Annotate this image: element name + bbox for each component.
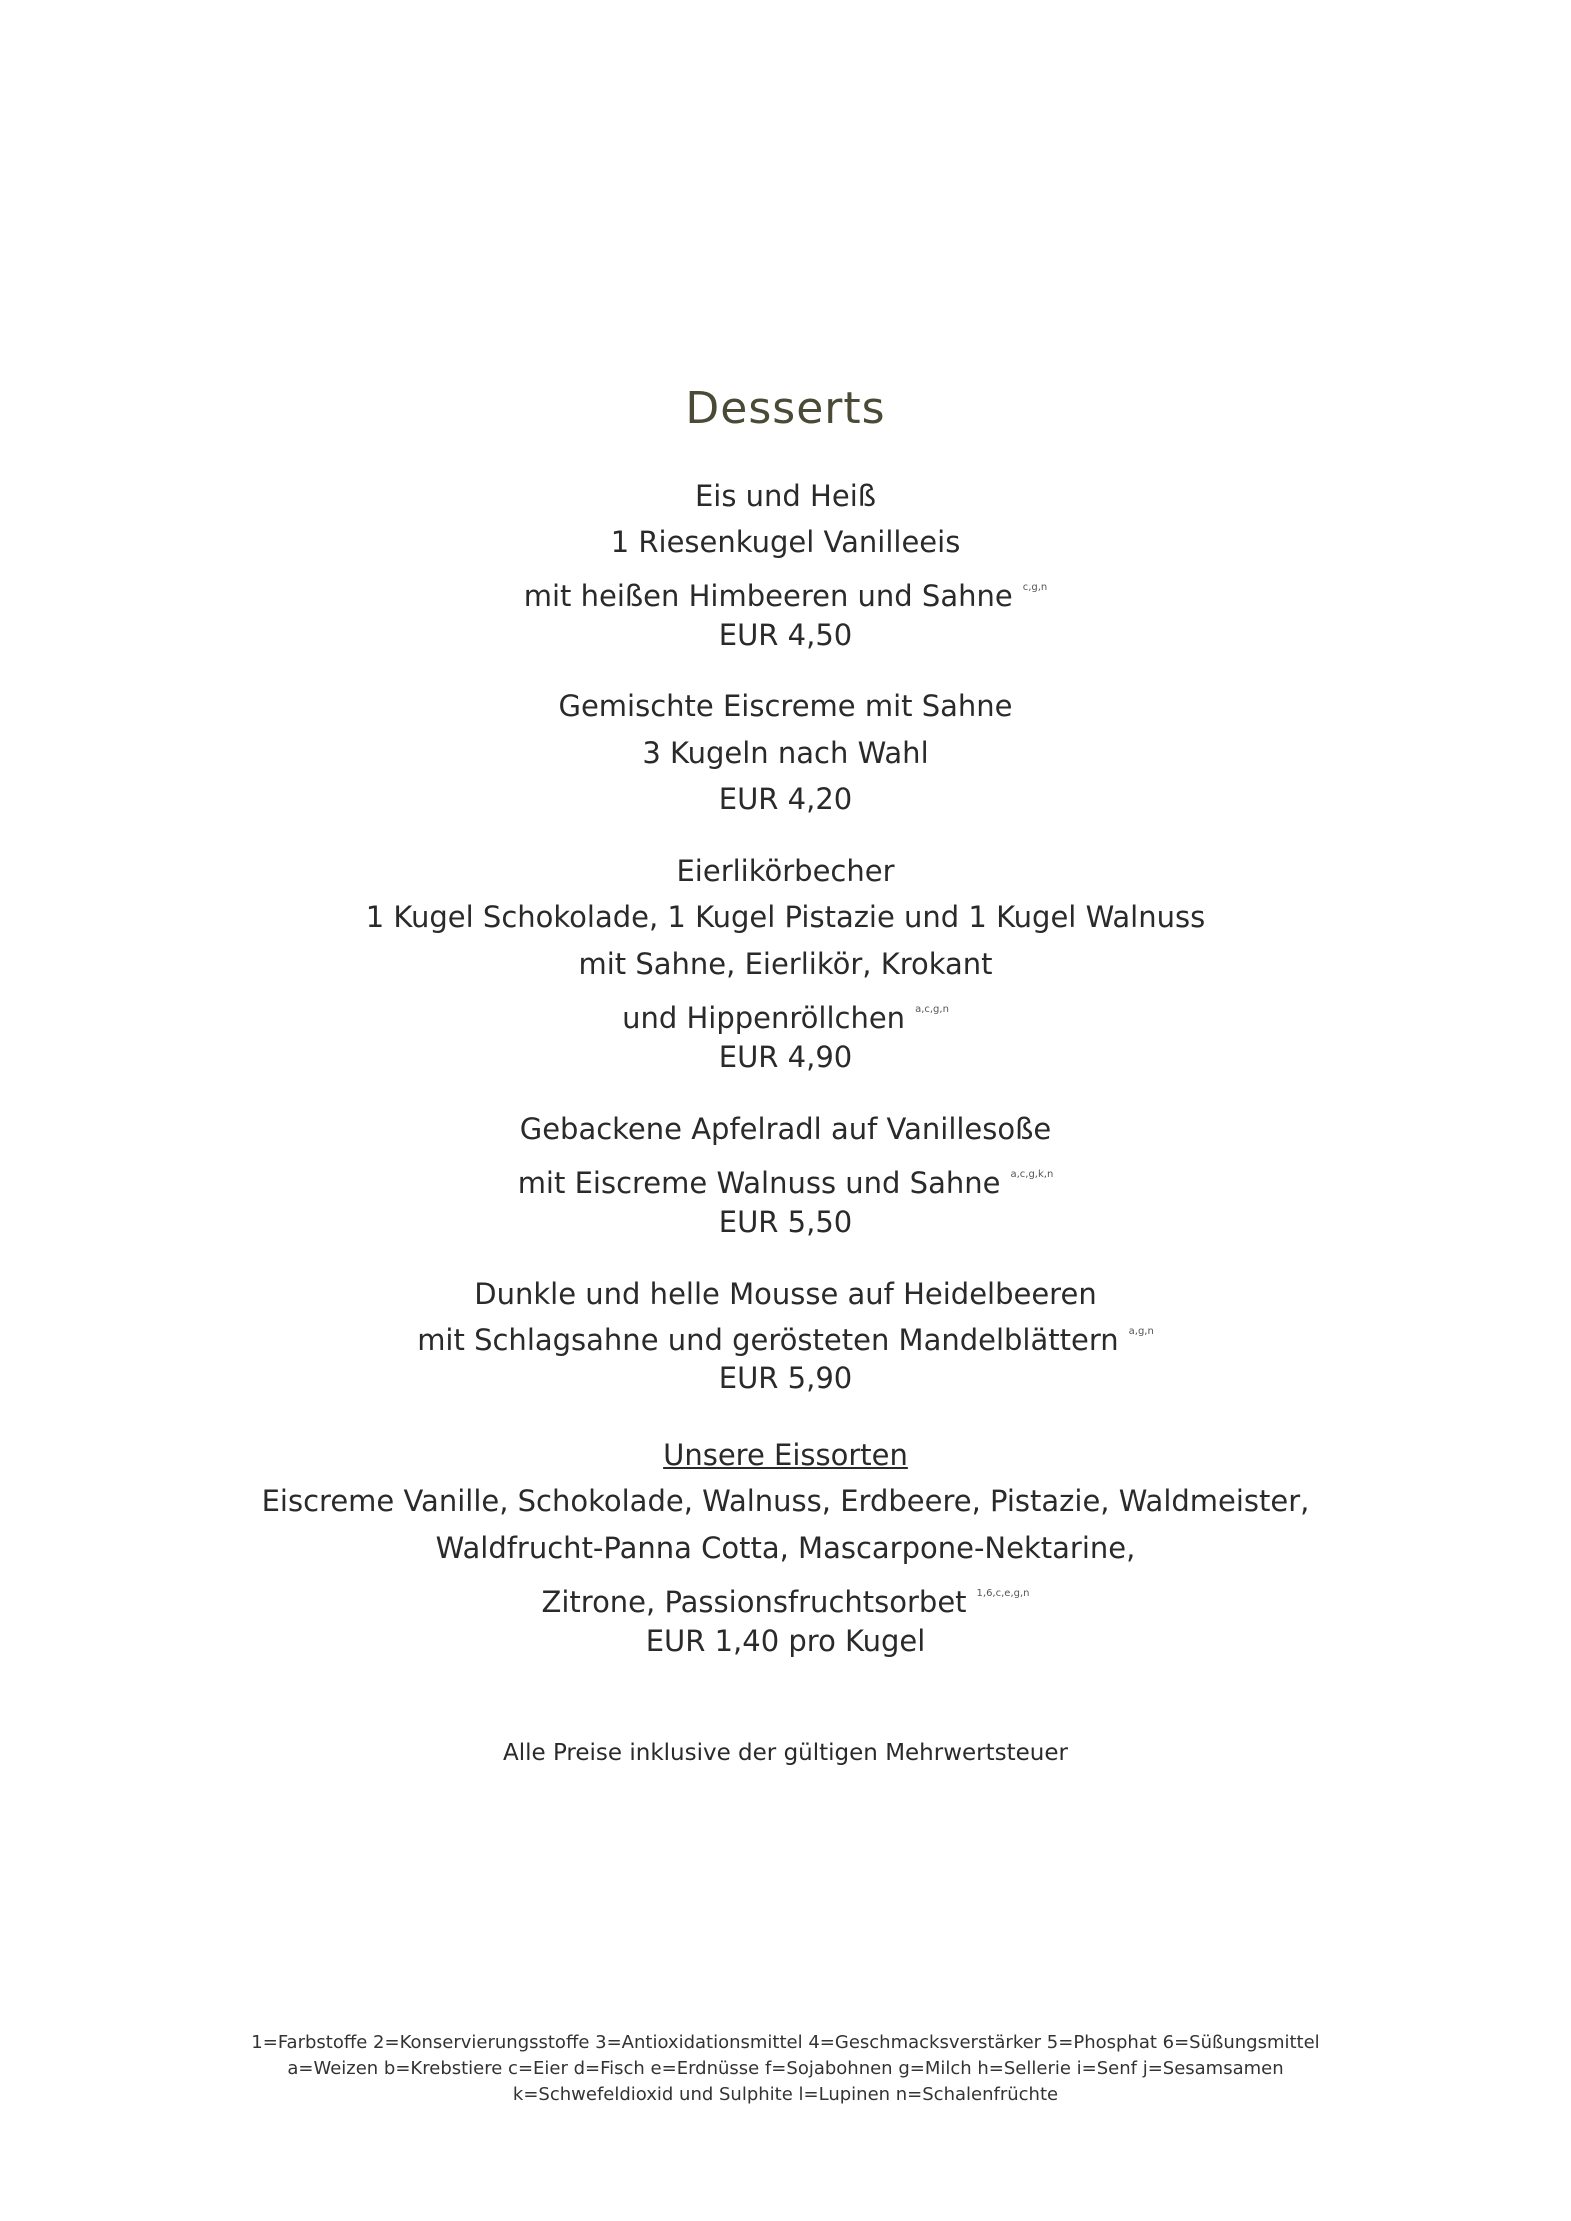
allergen-codes: a,c,g,k,n <box>1010 1169 1054 1180</box>
allergen-codes: a,g,n <box>1128 1326 1154 1337</box>
dessert-description-text: mit Eiscreme Walnuss und Sahne <box>517 1166 1001 1200</box>
allergen-codes: a,c,g,n <box>915 1004 949 1015</box>
dessert-name: Gebackene Apfelradl auf Vanillesoße <box>519 1112 1052 1146</box>
ice-cream-heading: Unsere Eissorten <box>663 1438 908 1472</box>
dessert-description-text: und Hippenröllchen <box>622 1001 906 1035</box>
vat-note: Alle Preise inklusive der gültigen Mehrwertsteuer <box>502 1740 1068 1766</box>
dessert-name: Dunkle und helle Mousse auf Heidelbeeren <box>474 1277 1097 1311</box>
dessert-price: EUR 5,50 <box>718 1205 853 1239</box>
allergen-codes: 1,6,c,e,g,n <box>976 1588 1030 1599</box>
allergen-codes: c,g,n <box>1022 582 1048 593</box>
ice-cream-price: EUR 1,40 pro Kugel <box>645 1624 926 1658</box>
allergen-legend-line: 1=Farbstoffe 2=Konservierungsstoffe 3=Antioxidationsmittel 4=Geschmacksverstärker 5=Phosphat 6=Süßungsmittel <box>251 2032 1320 2053</box>
dessert-price: EUR 4,50 <box>718 618 853 652</box>
dessert-name: Gemischte Eiscreme mit Sahne <box>558 689 1013 723</box>
dessert-description: mit Sahne, Eierlikör, Krokant <box>578 947 993 981</box>
dessert-description <box>0 1314 1571 1358</box>
dessert-description-text: mit heißen Himbeeren und Sahne <box>523 579 1013 613</box>
ice-cream-flavours <box>0 1576 1571 1620</box>
dessert-description <box>0 570 1571 614</box>
ice-cream-flavours-text: Zitrone, Passionsfruchtsorbet <box>541 1585 967 1619</box>
dessert-name: Eis und Heiß <box>694 479 877 513</box>
dessert-price: EUR 5,90 <box>718 1361 853 1395</box>
allergen-legend-line: a=Weizen b=Krebstiere c=Eier d=Fisch e=Erdnüsse f=Sojabohnen g=Milch h=Sellerie i=Senf j=Sesamsamen <box>287 2058 1284 2079</box>
page-title: Desserts <box>685 383 886 434</box>
dessert-description: 1 Riesenkugel Vanilleeis <box>610 525 961 559</box>
dessert-name: Eierlikörbecher <box>676 854 895 888</box>
dessert-price: EUR 4,90 <box>718 1040 853 1074</box>
dessert-description: 3 Kugeln nach Wahl <box>642 736 929 770</box>
dessert-description <box>0 992 1571 1036</box>
ice-cream-flavours: Eiscreme Vanille, Schokolade, Walnuss, Erdbeere, Pistazie, Waldmeister, <box>261 1484 1310 1518</box>
dessert-description: 1 Kugel Schokolade, 1 Kugel Pistazie und 1 Kugel Walnuss <box>365 900 1206 934</box>
dessert-description-text: mit Schlagsahne und gerösteten Mandelblättern <box>417 1323 1119 1357</box>
dessert-description <box>0 1157 1571 1201</box>
dessert-price: EUR 4,20 <box>718 782 853 816</box>
allergen-legend-line: k=Schwefeldioxid und Sulphite l=Lupinen n=Schalenfrüchte <box>512 2084 1059 2105</box>
ice-cream-flavours: Waldfrucht-Panna Cotta, Mascarpone-Nektarine, <box>435 1531 1136 1565</box>
